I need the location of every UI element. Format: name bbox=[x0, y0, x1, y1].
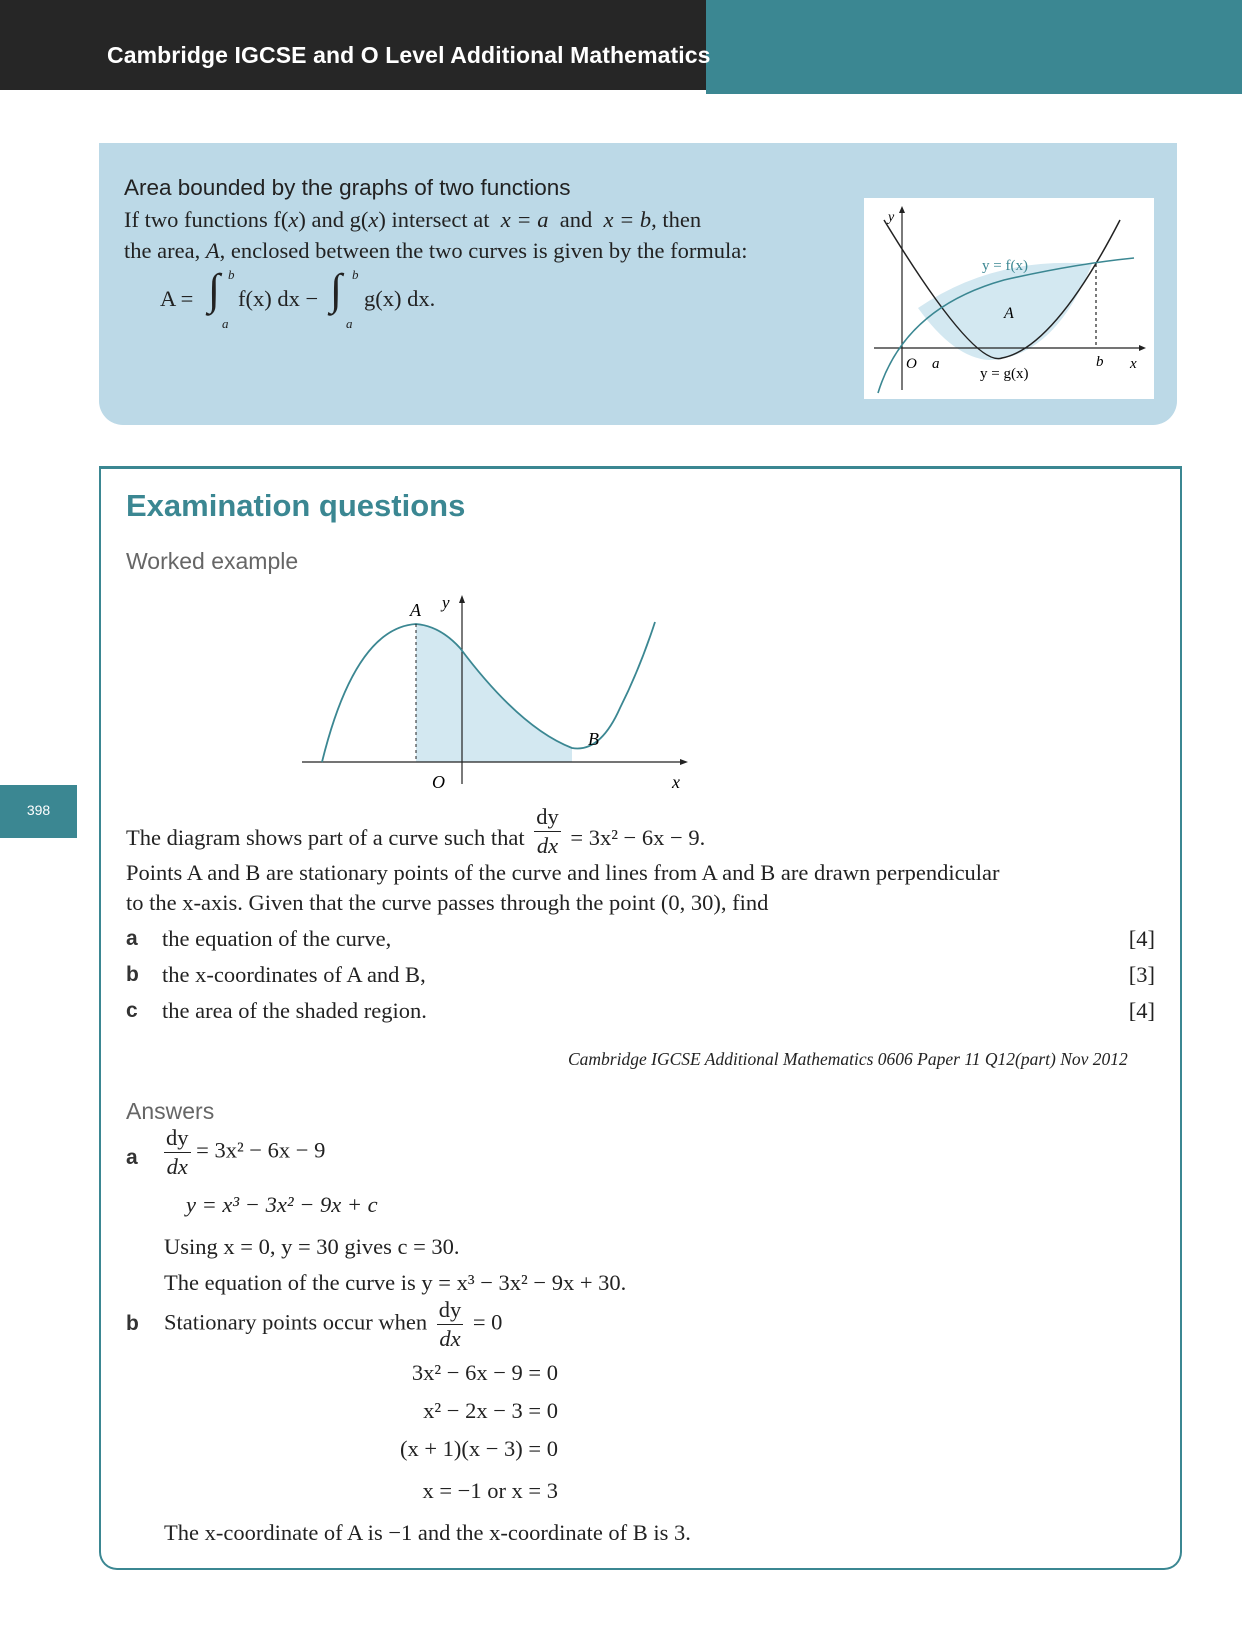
integral-2-lower-limit: a bbox=[346, 316, 353, 331]
question-b-letter: b bbox=[126, 963, 139, 986]
point-a-label: A bbox=[410, 600, 421, 620]
question-intro: The diagram shows part of a curve such that $\frac{dy}{dx}$ = 3x² − 6x − 9. bbox=[126, 804, 706, 858]
point-b-label: B bbox=[588, 729, 599, 749]
y-axis-arrow bbox=[899, 206, 905, 213]
fig1-b-label: b bbox=[1096, 354, 1104, 370]
question-a-marks: [4] bbox=[1128, 926, 1155, 951]
book-title: Cambridge IGCSE and O Level Additional Mathematics bbox=[107, 42, 711, 68]
answer-b-stationary: Stationary points occur when $\frac{dy}{dx}$ = 0 bbox=[164, 1297, 503, 1351]
fig2-x-label: x bbox=[672, 772, 680, 788]
examination-questions-heading: Examination questions bbox=[126, 488, 466, 523]
x-axis-arrow bbox=[1139, 345, 1146, 351]
worked-example-heading: Worked example bbox=[126, 548, 299, 574]
answer-a-constant: Using x = 0, y = 30 gives c = 30. bbox=[164, 1234, 460, 1259]
integral-sign-2: ∫ bbox=[330, 265, 343, 314]
fig1-a-label: a bbox=[932, 356, 940, 372]
answer-b-step-2: x² − 2x − 3 = 0 bbox=[423, 1398, 558, 1423]
question-b-marks: [3] bbox=[1128, 962, 1155, 987]
answer-a-integrated: y = x³ − 3x² − 9x + c bbox=[186, 1192, 378, 1217]
fig1-x-label: x bbox=[1130, 356, 1137, 372]
area-between-curves-figure bbox=[864, 198, 1154, 399]
page-number: 398 bbox=[26, 802, 51, 818]
question-a-letter: a bbox=[126, 927, 138, 950]
question-a-text: the equation of the curve, bbox=[162, 926, 392, 951]
answer-a-derivative: $\frac{dy}{dx}$ = 3x² − 6x − 9 bbox=[166, 1125, 326, 1179]
answer-a-letter: a bbox=[126, 1146, 138, 1169]
area-formula-lhs: A = bbox=[160, 286, 194, 311]
question-b-text: the x-coordinates of A and B, bbox=[162, 962, 426, 987]
fig1-f-label: y = f(x) bbox=[982, 258, 1028, 274]
fig2-origin-label: O bbox=[432, 772, 445, 788]
fig1-g-label: y = g(x) bbox=[980, 366, 1029, 382]
question-c-letter: c bbox=[126, 999, 138, 1022]
key-point-line-1: If two functions f(x) and g(x) intersect at x = a and x = b, then bbox=[124, 207, 702, 232]
fig1-origin-label: O bbox=[906, 356, 917, 372]
key-point-line-2: the area, A, enclosed between the two curves is given by the formula: bbox=[124, 238, 748, 263]
answer-b-step-4: x = −1 or x = 3 bbox=[422, 1478, 558, 1503]
integral-2-upper-limit: b bbox=[352, 267, 359, 282]
area-formula-term-1: f(x) dx − bbox=[238, 286, 319, 311]
key-point-heading: Area bounded by the graphs of two functions bbox=[124, 175, 571, 200]
fig1-area-label: A bbox=[1004, 305, 1014, 322]
integral-1-upper-limit: b bbox=[228, 267, 235, 282]
fig1-y-label: y bbox=[888, 210, 895, 225]
y-axis-arrow bbox=[459, 595, 465, 603]
answer-b-step-3: (x + 1)(x − 3) = 0 bbox=[399, 1436, 558, 1461]
x-axis-arrow bbox=[680, 759, 688, 765]
question-source: Cambridge IGCSE Additional Mathematics 0606 Paper 11 Q12(part) Nov 2012 bbox=[568, 1049, 1128, 1069]
shaded-region bbox=[416, 624, 572, 762]
header-accent-bar bbox=[706, 0, 1242, 94]
answer-b-step-1: 3x² − 6x − 9 = 0 bbox=[411, 1360, 558, 1385]
integral-1-lower-limit: a bbox=[222, 316, 229, 331]
answers-heading: Answers bbox=[126, 1098, 215, 1124]
question-line-3: to the x-axis. Given that the curve passes through the point (0, 30), find bbox=[126, 890, 769, 915]
integral-sign-1: ∫ bbox=[208, 265, 221, 314]
answer-b-conclusion: The x-coordinate of A is −1 and the x-coordinate of B is 3. bbox=[164, 1520, 691, 1545]
fig2-y-label: y bbox=[442, 593, 450, 612]
area-formula-term-2: g(x) dx. bbox=[364, 286, 436, 311]
stationary-points-curve-figure bbox=[300, 588, 692, 788]
answer-a-equation: The equation of the curve is y = x³ − 3x² − 9x + 30. bbox=[164, 1270, 627, 1295]
question-c-text: the area of the shaded region. bbox=[162, 998, 427, 1023]
question-c-marks: [4] bbox=[1128, 998, 1155, 1023]
question-line-2: Points A and B are stationary points of the curve and lines from A and B are drawn perpendicular bbox=[126, 860, 1000, 885]
answer-b-letter: b bbox=[126, 1312, 139, 1335]
